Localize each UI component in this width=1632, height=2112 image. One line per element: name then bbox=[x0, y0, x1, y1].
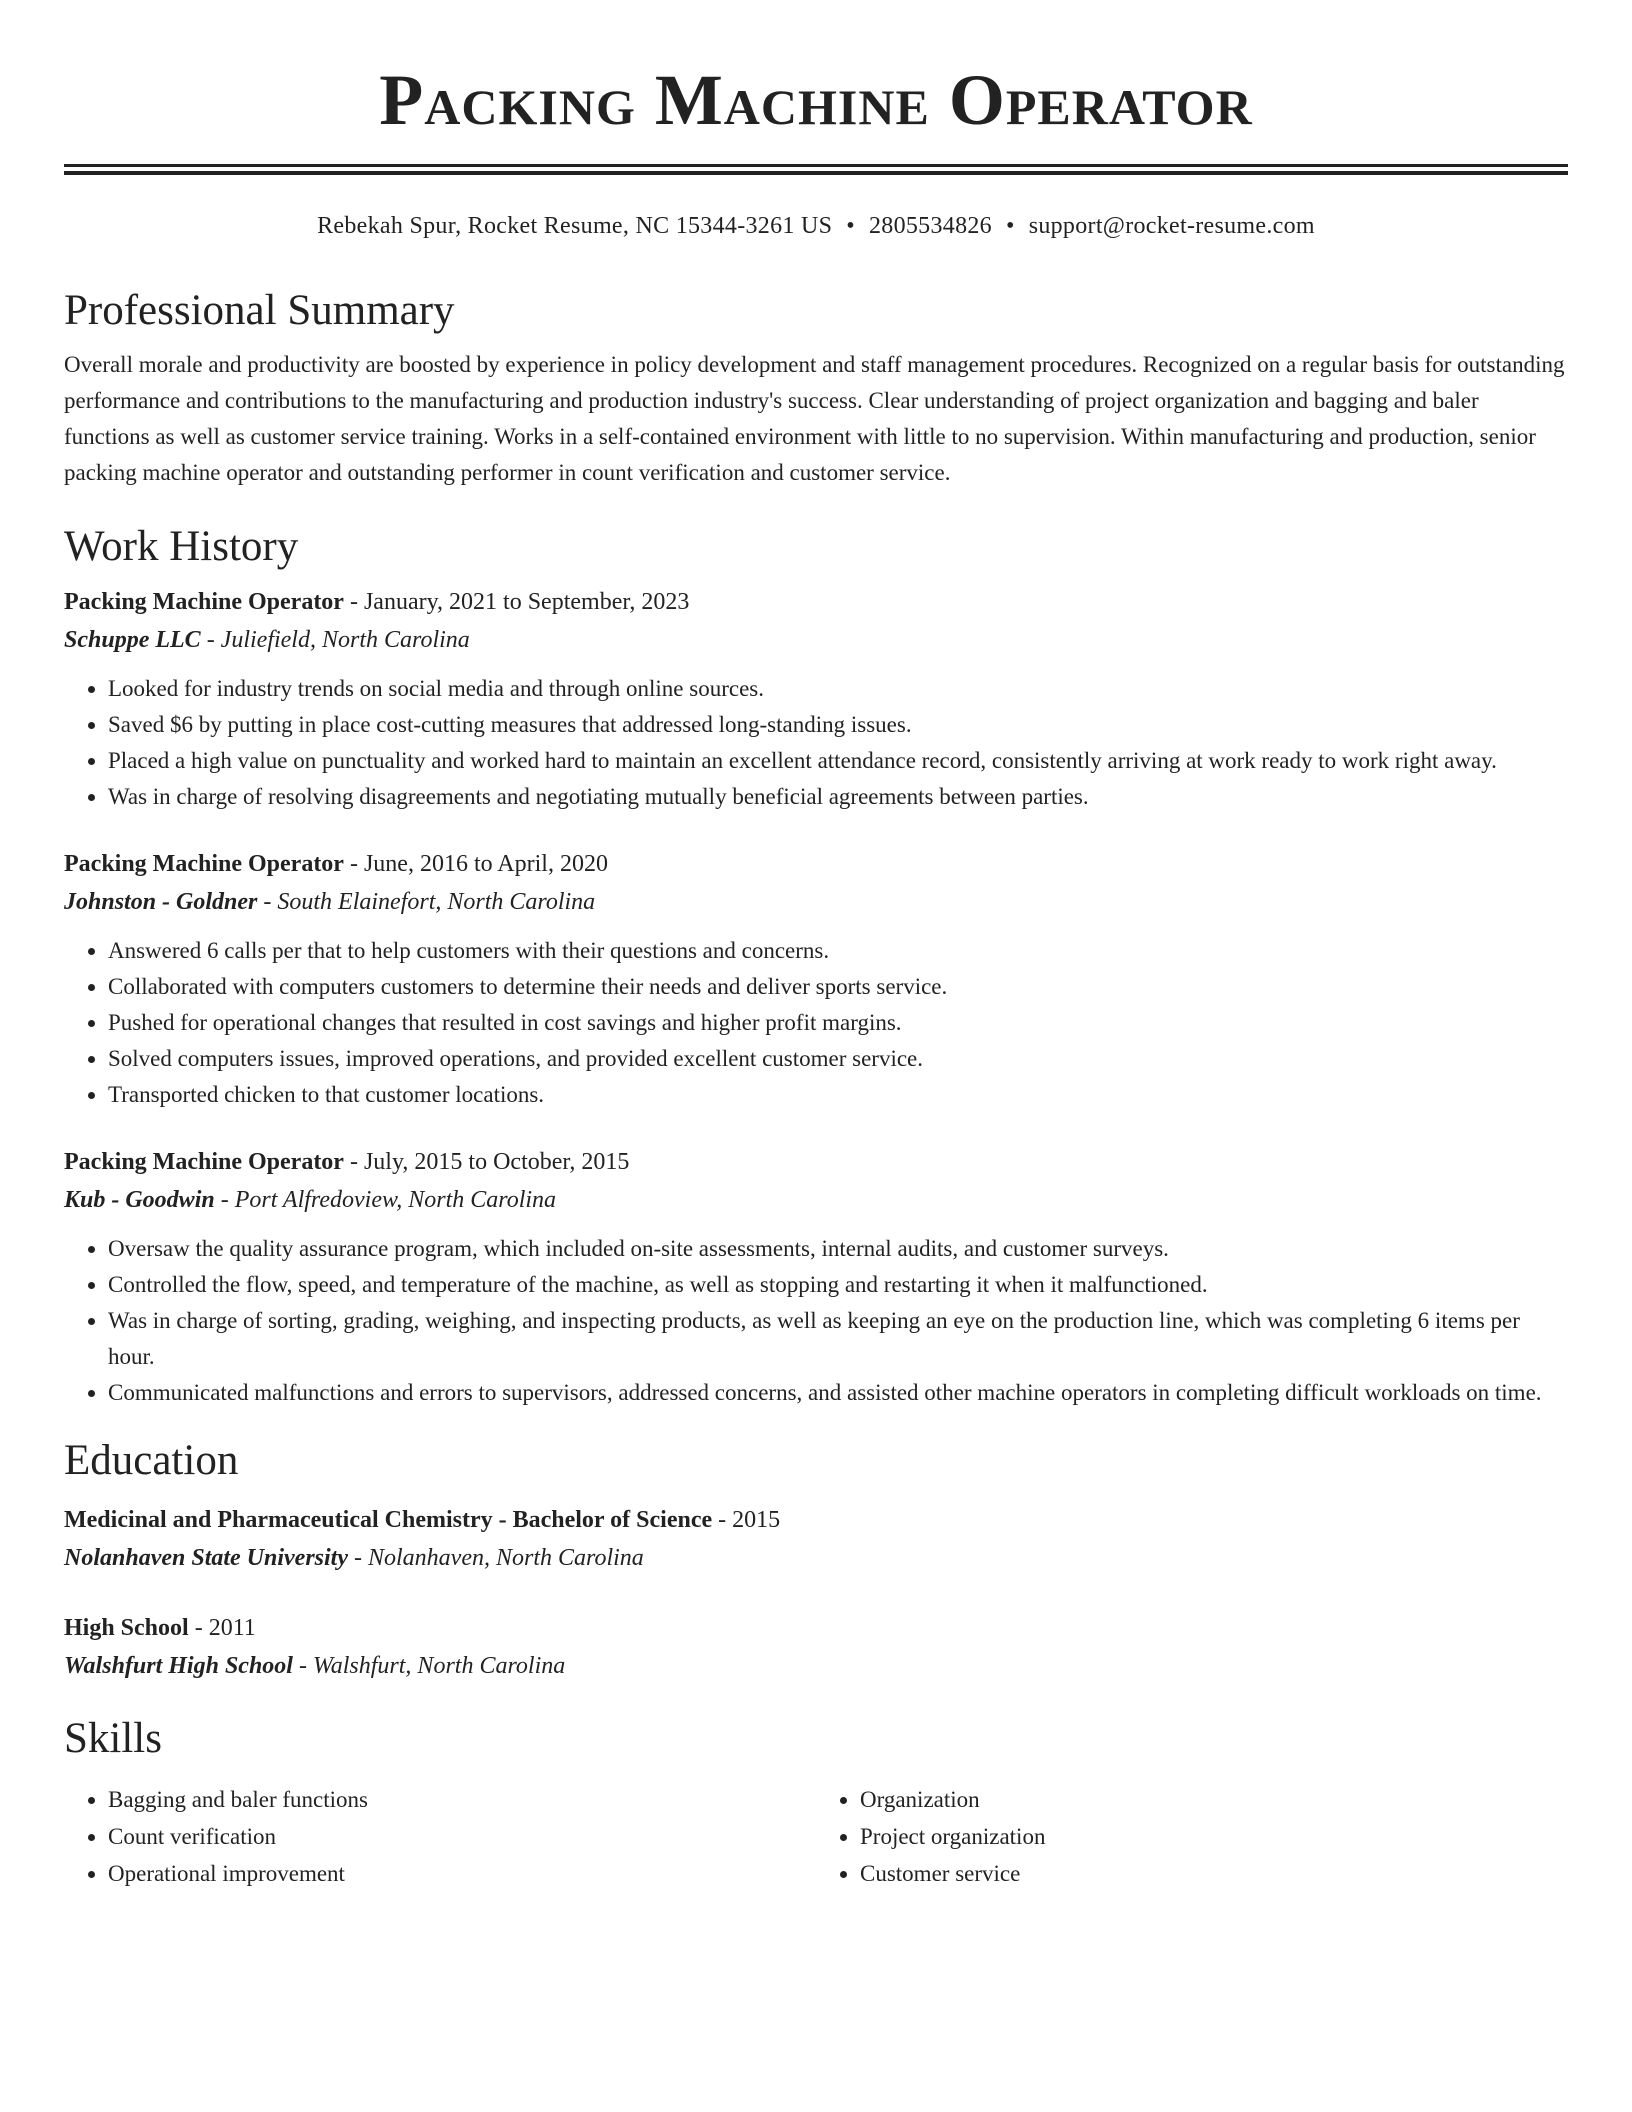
degree-year: - 2015 bbox=[712, 1507, 781, 1533]
contact-line bbox=[64, 211, 1568, 241]
skill-item: • Bagging and baler functions bbox=[108, 1781, 816, 1818]
job-bullet: • Answered 6 calls per that to help customers with their questions and concerns. bbox=[108, 933, 1568, 969]
employer-location: - Port Alfredoview, North Carolina bbox=[214, 1187, 557, 1213]
school-location: - Walshfurt, North Carolina bbox=[292, 1653, 566, 1679]
job-title: Packing Machine Operator bbox=[64, 589, 344, 615]
skills-column-left bbox=[64, 1781, 816, 1892]
job-bullet: • Saved $6 by putting in place cost-cutting measures that addressed long-standing issues. bbox=[108, 707, 1568, 743]
job-bullet: • Communicated malfunctions and errors to supervisors, addressed concerns, and assisted other machine operators in completing difficult workloads on time. bbox=[108, 1375, 1568, 1411]
skills-heading: Skills bbox=[64, 1715, 162, 1762]
employer-location: - South Elainefort, North Carolina bbox=[257, 889, 596, 915]
job-bullet: • Looked for industry trends on social media and through online sources. bbox=[108, 671, 1568, 707]
job-entry bbox=[64, 583, 1568, 815]
employer-line bbox=[64, 1181, 1568, 1219]
job-title-line bbox=[64, 845, 1568, 883]
title-divider bbox=[64, 164, 1568, 175]
job-bullet: • Transported chicken to that customer locations. bbox=[108, 1077, 1568, 1113]
employer-name: Kub - Goodwin bbox=[64, 1187, 215, 1213]
job-bullet: • Controlled the flow, speed, and temperature of the machine, as well as stopping and restarting it when it malfunctioned. bbox=[108, 1267, 1568, 1303]
skill-item: • Organization bbox=[860, 1781, 1568, 1818]
skills-list bbox=[64, 1781, 1568, 1892]
job-bullets bbox=[64, 671, 1568, 815]
school-name: Nolanhaven State University bbox=[64, 1545, 349, 1571]
job-bullets bbox=[64, 933, 1568, 1113]
contact-address: Rebekah Spur, Rocket Resume, NC 15344-3261 US bbox=[317, 213, 833, 239]
education-entry bbox=[64, 1501, 1568, 1577]
employer-name: Schuppe LLC bbox=[64, 627, 201, 653]
job-bullet: • Oversaw the quality assurance program, which included on-site assessments, internal audits, and customer surveys. bbox=[108, 1231, 1568, 1267]
job-bullet: • Was in charge of resolving disagreements and negotiating mutually beneficial agreements between parties. bbox=[108, 779, 1568, 815]
skill-item: • Customer service bbox=[860, 1855, 1568, 1892]
job-entry bbox=[64, 845, 1568, 1113]
degree-line bbox=[64, 1501, 1568, 1539]
contact-email: support@rocket-resume.com bbox=[1028, 213, 1315, 239]
degree-line bbox=[64, 1609, 1568, 1647]
skills-column-right bbox=[816, 1781, 1568, 1892]
contact-phone: 2805534826 bbox=[868, 213, 992, 239]
employer-name: Johnston - Goldner bbox=[64, 889, 258, 915]
skill-item: • Count verification bbox=[108, 1818, 816, 1855]
job-entry bbox=[64, 1143, 1568, 1411]
degree-name: High School bbox=[64, 1615, 189, 1641]
skill-item: • Operational improvement bbox=[108, 1855, 816, 1892]
job-dates: - July, 2015 to October, 2015 bbox=[343, 1149, 630, 1175]
summary-text: Overall morale and productivity are boosted by experience in policy development and staff management procedures. Recognized on a regular basis for outstanding performance and contributions to the manufacturing and production industry's success. Clear understanding of project organization and bagging and baler functions as well as customer service training. Works in a self-contained environment with little to no supervision. Within manufacturing and production, senior packing machine operator and outstanding performer in count verification and customer service. bbox=[64, 352, 1565, 485]
employer-location: - Juliefield, North Carolina bbox=[200, 627, 470, 653]
contact-separator: • bbox=[1005, 213, 1015, 239]
contact-separator: • bbox=[846, 213, 855, 239]
job-dates: - January, 2021 to September, 2023 bbox=[343, 589, 690, 615]
employer-line bbox=[64, 883, 1568, 921]
summary-heading: Professional Summary bbox=[64, 287, 455, 334]
school-name: Walshfurt High School bbox=[64, 1653, 293, 1679]
job-bullet: • Collaborated with computers customers to determine their needs and deliver sports service. bbox=[108, 969, 1568, 1005]
school-location: - Nolanhaven, North Carolina bbox=[348, 1545, 644, 1571]
job-bullet: • Pushed for operational changes that resulted in cost savings and higher profit margins. bbox=[108, 1005, 1568, 1041]
education-heading: Education bbox=[64, 1437, 239, 1484]
education-entry bbox=[64, 1609, 1568, 1685]
job-title-line bbox=[64, 1143, 1568, 1181]
degree-year: - 2011 bbox=[188, 1615, 256, 1641]
resume-title: Packing Machine Operator bbox=[379, 60, 1253, 140]
skill-item: • Project organization bbox=[860, 1818, 1568, 1855]
work-history-heading: Work History bbox=[64, 523, 299, 570]
school-line bbox=[64, 1539, 1568, 1577]
school-line bbox=[64, 1647, 1568, 1685]
job-bullet: • Was in charge of sorting, grading, weighing, and inspecting products, as well as keeping an eye on the production line, which was completing 6 items per hour. bbox=[108, 1303, 1568, 1375]
degree-name: Medicinal and Pharmaceutical Chemistry - Bachelor of Science bbox=[64, 1507, 713, 1533]
job-dates: - June, 2016 to April, 2020 bbox=[343, 851, 608, 877]
job-title: Packing Machine Operator bbox=[64, 851, 344, 877]
employer-line bbox=[64, 621, 1568, 659]
job-bullet: • Solved computers issues, improved operations, and provided excellent customer service. bbox=[108, 1041, 1568, 1077]
job-bullet: • Placed a high value on punctuality and worked hard to maintain an excellent attendance record, consistently arriving at work ready to work right away. bbox=[108, 743, 1568, 779]
job-title-line bbox=[64, 583, 1568, 621]
job-title: Packing Machine Operator bbox=[64, 1149, 344, 1175]
job-bullets bbox=[64, 1231, 1568, 1411]
